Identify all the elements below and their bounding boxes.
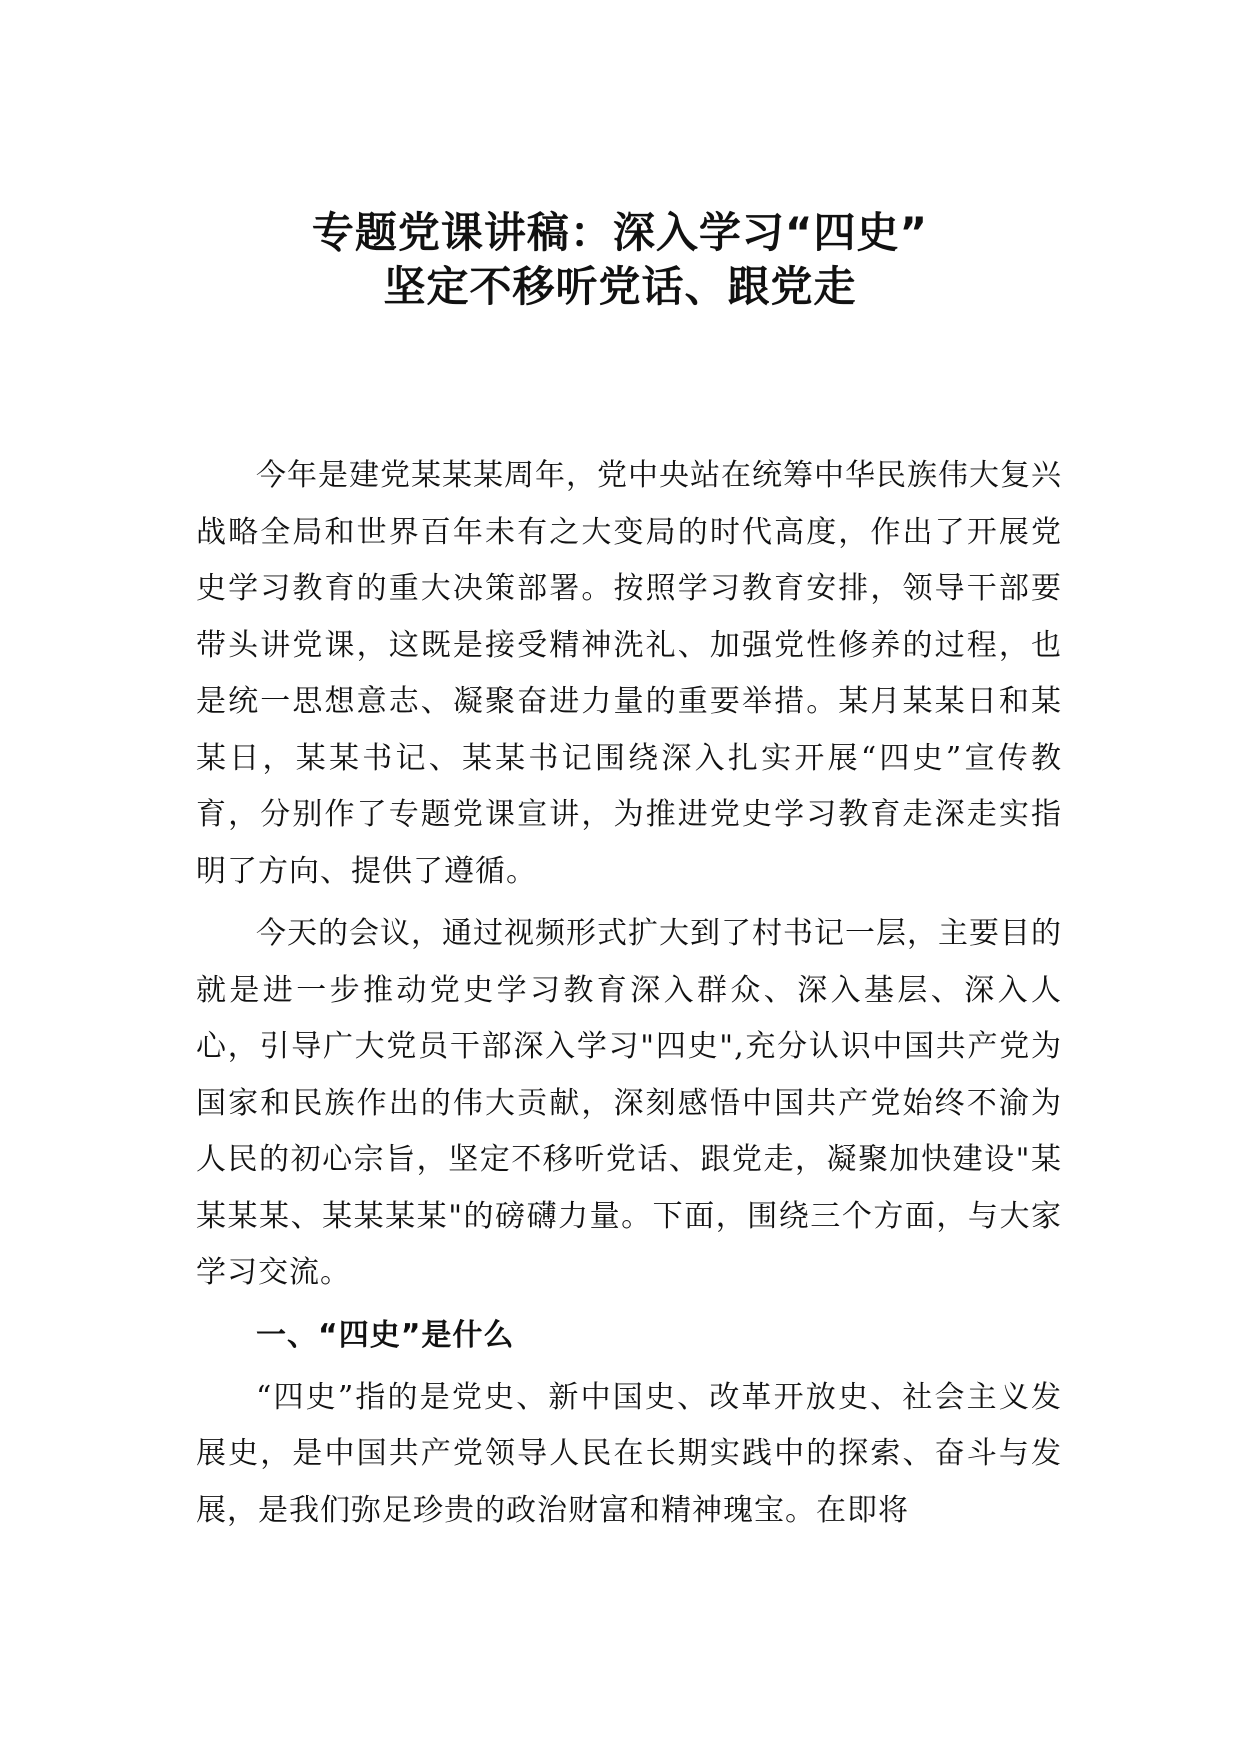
title-line-1: 专题党课讲稿：深入学习“四史” — [311, 208, 929, 257]
document-title — [0, 206, 1240, 314]
paragraph-intro: 今年是建党某某某周年，党中央站在统筹中华民族伟大复兴战略全局和世界百年未有之大变局的时代高度，作出了开展党史学习教育的重大决策部署。按照学习教育安排，领导干部要带头讲党课，这既是接受精神洗礼、加强党性修养的过程，也是统一思想意志、凝聚奋进力量的重要举措。某月某某日和某某日，某某书记、某某书记围绕深入扎实开展“四史”宣传教育，分别作了专题党课宣讲，为推进党史学习教育走深走实指明了方向、提供了遵循。 — [196, 458, 1062, 889]
title-line-2: 坚定不移听党话、跟党走 — [383, 262, 857, 311]
document-body — [196, 448, 1062, 1539]
section-heading-1: 一、“四史”是什么 — [256, 1317, 515, 1353]
paragraph-meeting: 今天的会议，通过视频形式扩大到了村书记一层，主要目的就是进一步推动党史学习教育深入群众、深入基层、深入人心，引导广大党员干部深入学习"四史",充分认识中国共产党为国家和民族作出的伟大贡献，深刻感悟中国共产党始终不渝为人民的初心宗旨，坚定不移听党话、跟党走，凝聚加快建设"某某某某、某某某某"的磅礴力量。下面，围绕三个方面，与大家学习交流。 — [196, 916, 1062, 1290]
paragraph-section-1: “四史”指的是党史、新中国史、改革开放史、社会主义发展史，是中国共产党领导人民在长期实践中的探索、奋斗与发展，是我们弥足珍贵的政治财富和精神瑰宝。在即将 — [196, 1379, 1062, 1528]
